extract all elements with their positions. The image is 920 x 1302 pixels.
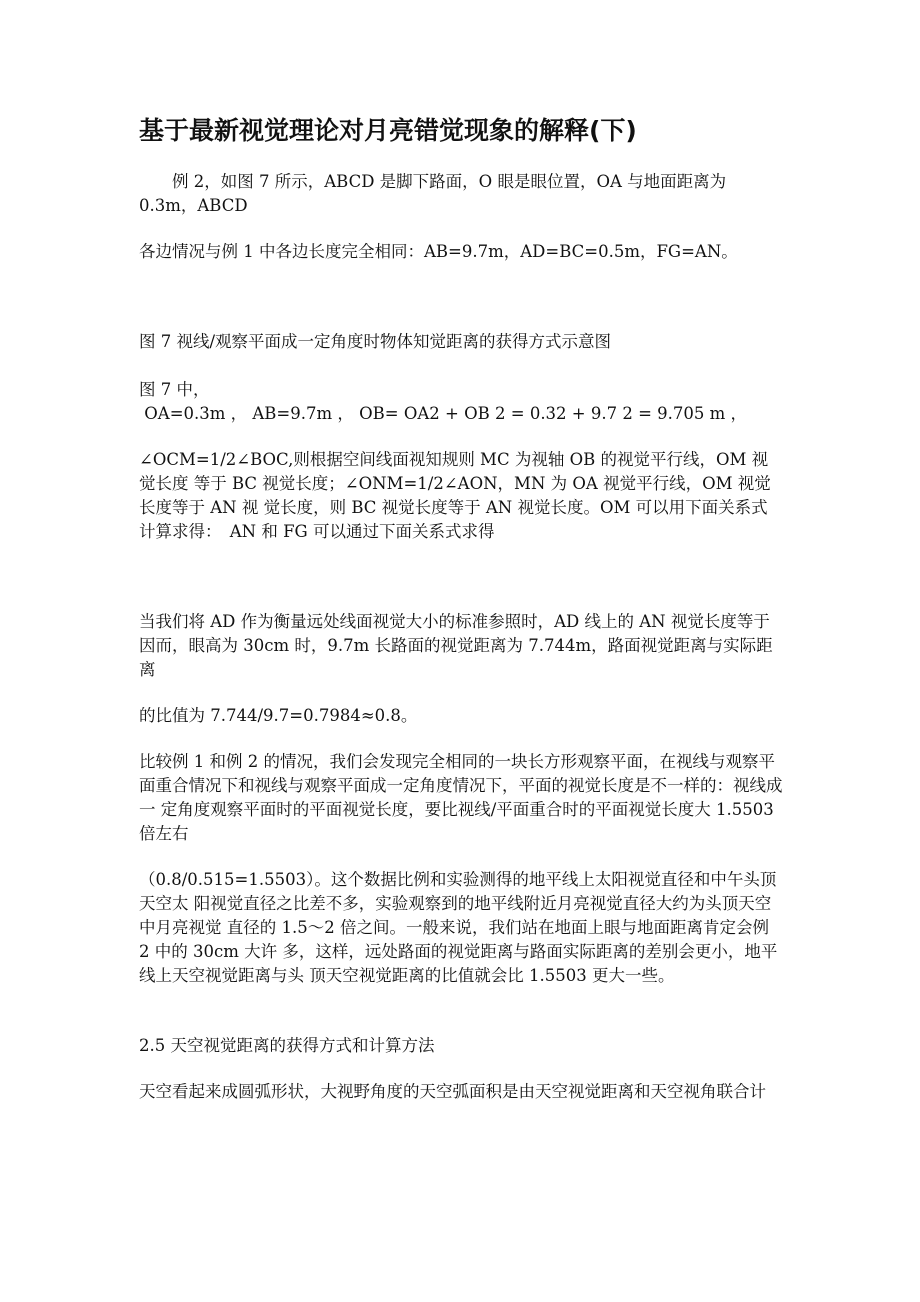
paragraph-equation-ob: OA=0.3m ， AB=9.7m ， OB= OA2 + OB 2 = 0.32 + 9.7 2 = 9.705 m ，	[139, 404, 748, 423]
paragraph-angle-derivation: ∠OCM=1/2∠BOC,则根据空间线面视知规则 MC 为视轴 OB 的视觉平行线，OM 视觉长度 等于 BC 视觉长度；∠ONM=1/2∠AON，MN 为 OA 视觉平行线，OM 视觉长度等于 AN 视 觉长度，则 BC 视觉长度等于 AN 视觉长度。OM 可以用下面关系式计算求得： AN 和 FG 可以通过下面关系式求得	[139, 450, 771, 541]
paragraph-comparison: 比较例 1 和例 2 的情况，我们会发现完全相同的一块长方形观察平面，在视线与观察平 面重合情况下和视线与观察平面成一定角度情况下，平面的视觉长度是不一样的：视线成一 定角度观察平面时的平面视觉长度，要比视线/平面重合时的平面视觉长度大 1.5503 倍左右	[139, 752, 783, 843]
document-title: 基于最新视觉理论对月亮错觉现象的解释(下)	[139, 116, 637, 145]
paragraph-sun-moon-ratio: （0.8/0.515=1.5503）。这个数据比例和实验测得的地平线上太阳视觉直径和中午头顶天空太 阳视觉直径之比差不多，实验观察到的地平线附近月亮视觉直径大约为头顶天空中月亮视觉 直径的 1.5～2 倍之间。一般来说，我们站在地面上眼与地面距离肯定会例 2 中的 30cm 大许 多，这样，远处路面的视觉距离与路面实际距离的差别会更小，地平线上天空视觉距离与头 顶天空视觉距离的比值就会比 1.5503 更大一些。	[139, 870, 778, 985]
paragraph-ratio: 的比值为 7.744/9.7=0.7984≈0.8。	[139, 706, 418, 725]
section-heading-2-5: 2.5 天空视觉距离的获得方式和计算方法	[139, 1036, 435, 1055]
paragraph-example-2-intro: 例 2，如图 7 所示，ABCD 是脚下路面，O 眼是眼位置，OA 与地面距离为 0.3m，ABCD	[139, 172, 727, 215]
paragraph-ad-reference: 当我们将 AD 作为衡量远处线面视觉大小的标准参照时，AD 线上的 AN 视觉长度等于 因而，眼高为 30cm 时，9.7m 长路面的视觉距离为 7.744m，路面视觉距离与实际距离	[139, 612, 773, 679]
paragraph-figure-7-label: 图 7 中，	[139, 380, 210, 399]
paragraph-side-lengths: 各边情况与例 1 中各边长度完全相同：AB=9.7m，AD=BC=0.5m，FG=AN。	[139, 242, 738, 261]
paragraph-sky-arc: 天空看起来成圆弧形状，大视野角度的天空弧面积是由天空视觉距离和天空视角联合计	[139, 1082, 766, 1101]
figure-7-caption: 图 7 视线/观察平面成一定角度时物体知觉距离的获得方式示意图	[139, 332, 612, 351]
